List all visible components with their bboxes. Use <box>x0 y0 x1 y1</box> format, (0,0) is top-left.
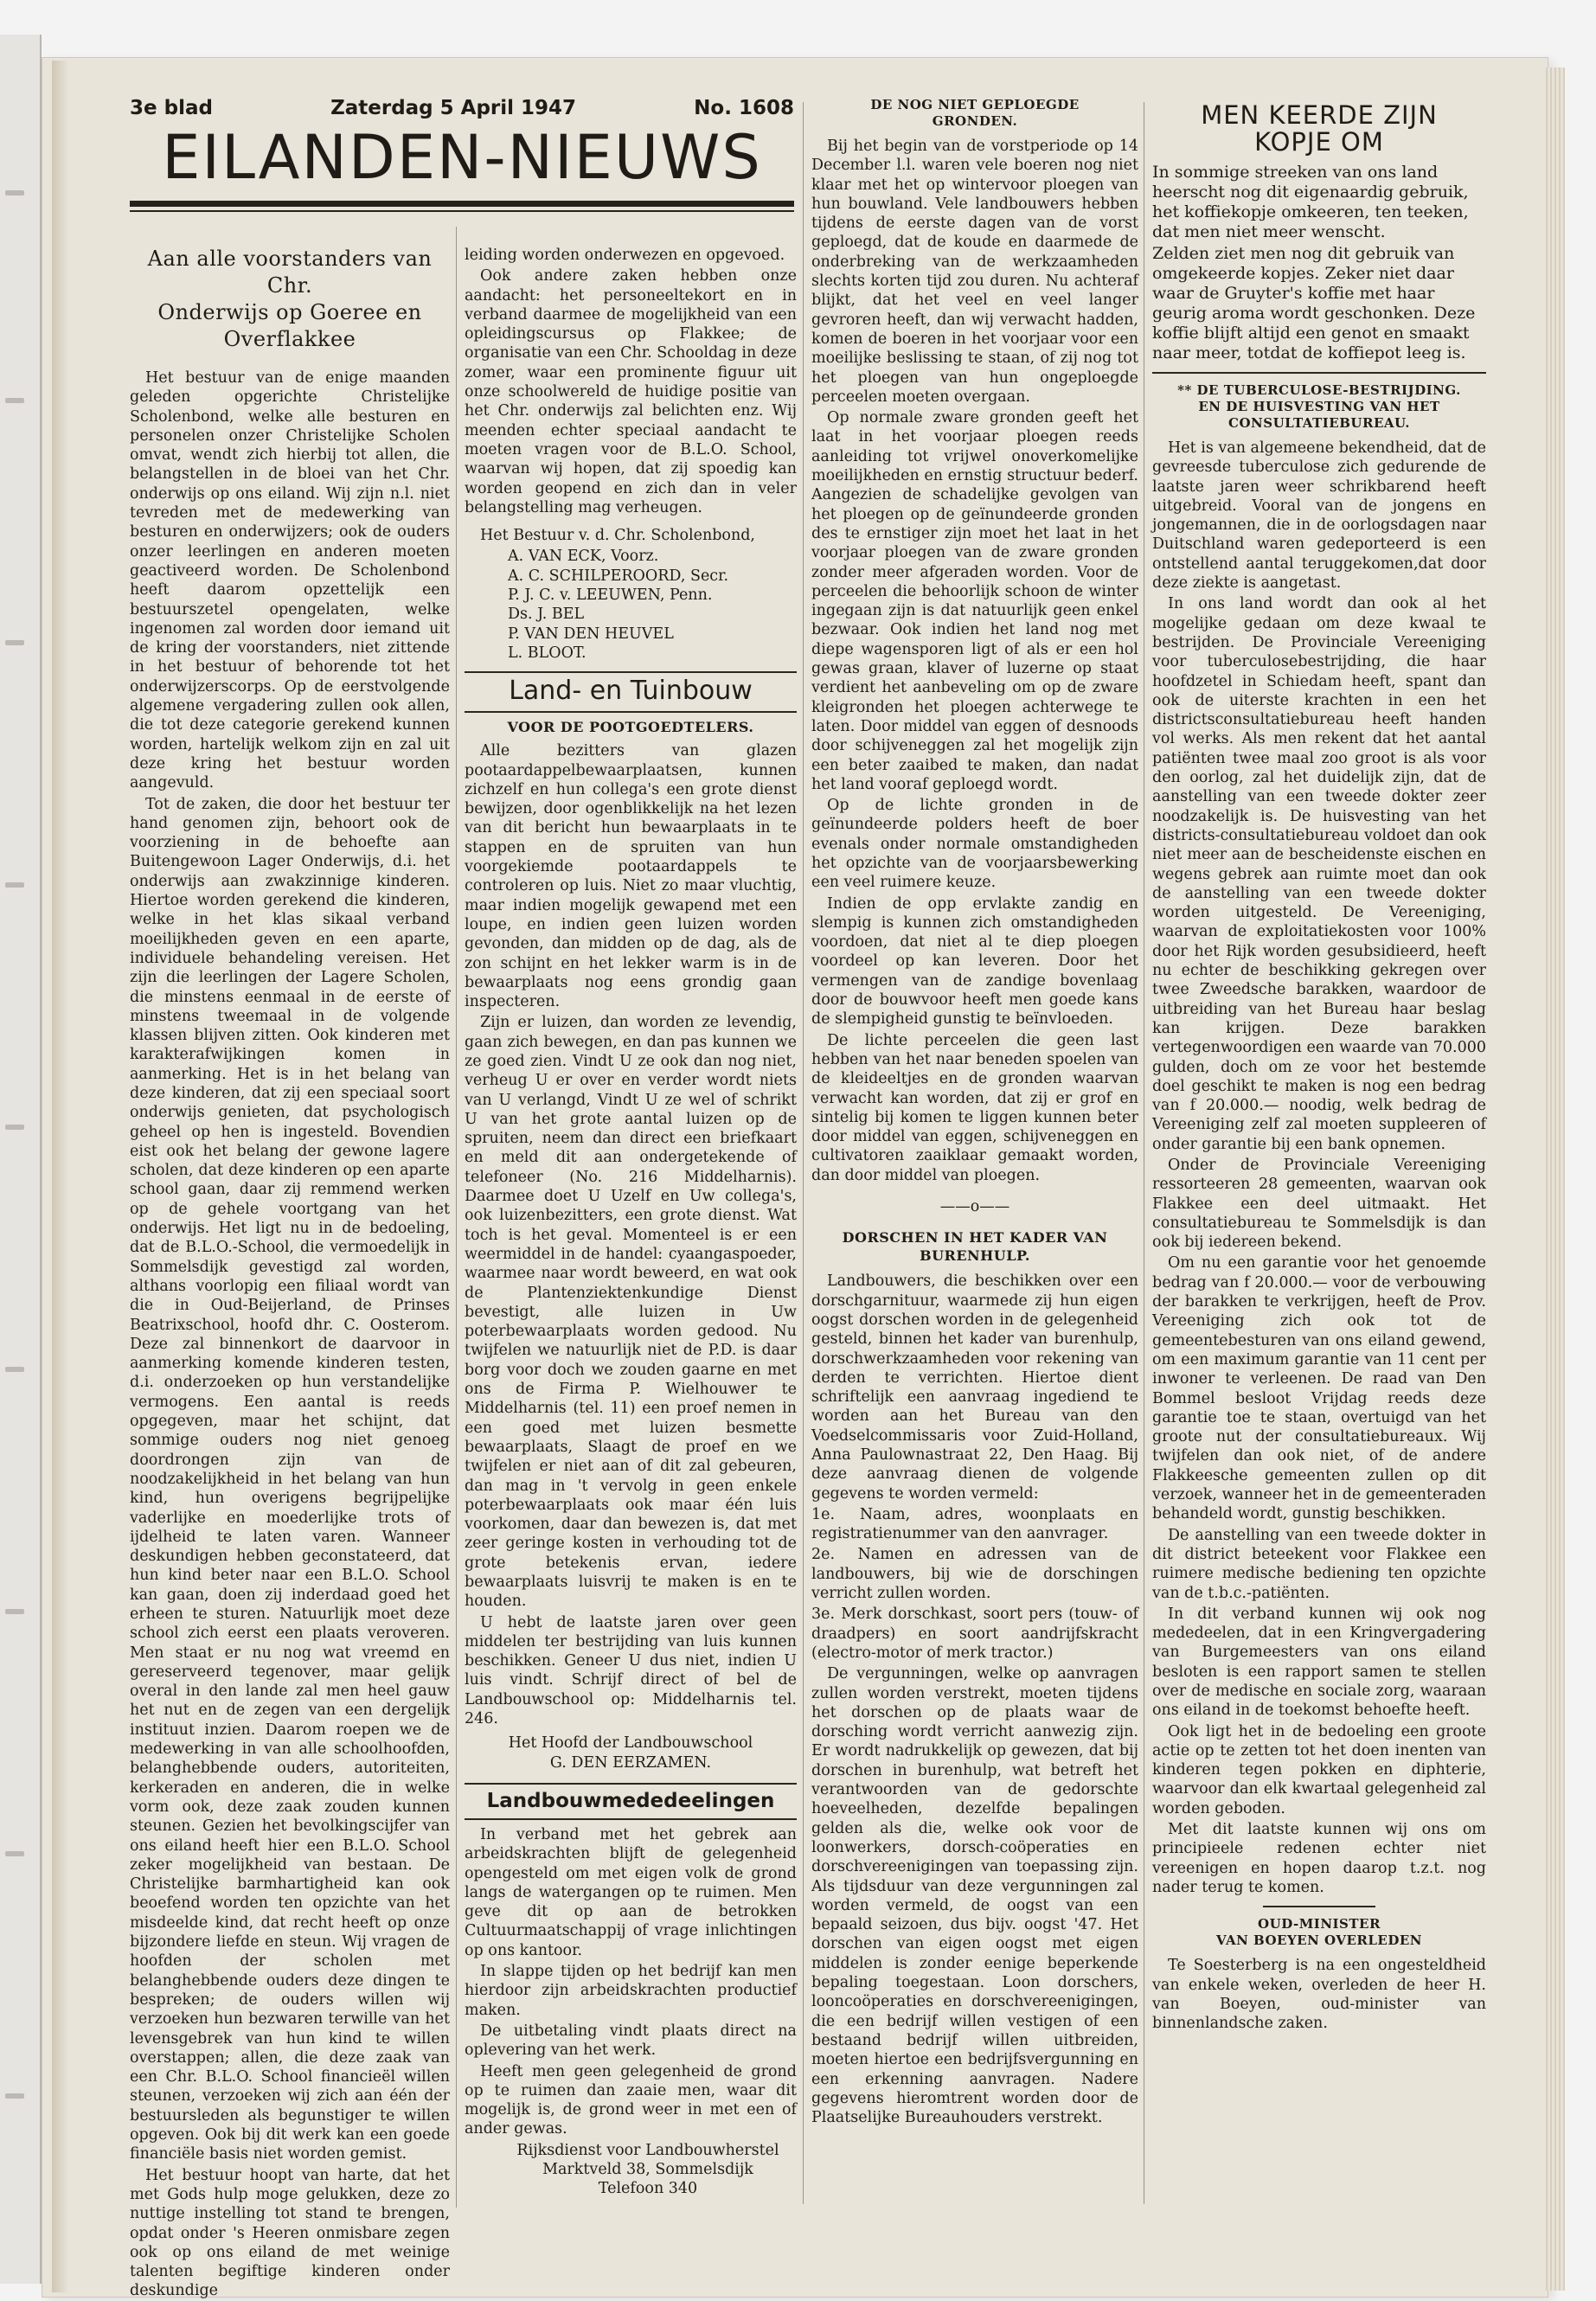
signature: A. VAN ECK, Voorz. <box>508 548 659 566</box>
article-paragraph: Op normale zware gronden geeft het laat in het voorjaar ploegen reeds aanleiding tot vrijwel onoverkomelijke moeilijkheden en ernstig structuur bederf. Aangezien de schadelijke gevolgen van het ploegen op de geïnundeerde gronden des te ernstiger zijn moet het laat in het voorjaar ploegen van de zware gronden zonder meer afgeraden worden. Voor de perceelen die behoorlijk schoon de winter ingegaan zijn is dat natuurlijk geen enkel bezwaar. Ook indien het land nog met diepe wagensporen ligt of als er een hol gewas graan, klaver of luzerne op staat verdient het aanbeveling om op de zware kleigronden het ploegen achterwege te laten. Door middel van eggen of desnoods door schijveneggen zal het mogelijk zijn een beter zaaibed te maken, dan nadat het land vooraf geploegd wordt. <box>811 409 1138 793</box>
article-paragraph: Bij het begin van de vorstperiode op 14 December l.l. waren vele boeren nog niet klaar met het op wintervoor ploegen van hun bouwland. Vele landbouwers hebben tijdens de eerste dagen van de vorst geploegd, dat de koude en daarmede de onderbreking van de werkzaamheden slechts korten tijd zou duren. Nu achteraf blijkt, dat het veel en veel langer gevroren heeft, dan wij verwacht hadden, komen de boeren in het voorjaar voor een moeilijke beslissing te staan, of zij nog tot het ploegen van hun ongeploegde perceelen moeten overgaan. <box>811 138 1138 406</box>
column-divider <box>803 102 804 2204</box>
advertisement-text: Zelden ziet men nog dit gebruik van omgekeerde kopjes. Zeker niet daar waar de Gruyter's koffie met haar geurig aroma wordt geschonken. Deze koffie blijft altijd een genot en smaakt naar meer, totdat de koffiepot leeg is. <box>1152 244 1476 362</box>
masthead-rule <box>130 201 794 207</box>
signature: P. J. C. v. LEEUWEN, Penn. <box>508 586 713 605</box>
article-signature <box>465 2141 797 2199</box>
advertisement-text: In sommige streeken van ons land heerscht nog dit eigenaardig gebruik, het koffiekopje omkeeren, ten teeken, dat men niet meer wenscht. <box>1152 163 1469 241</box>
headline-line: Onderwijs op Goeree en <box>157 300 422 324</box>
article-paragraph: In ons land wordt dan ook al het mogelijke gedaan om deze kwaal te bestrijden. De Provinciale Vereeniging voor tuberculosebestrijding, die haar hoofdzetel in Schiedam heeft, spant dan ook de uiterste krachten in een het districtsconsultatiebureau heeft handen vol werks. Als men rekent dat het aantal patiënten twee maal zoo groot is als voor den oorlog, zal het duidelijk zijn, dat de aanstelling van een tweede dokter zeer noodzakelijk is. De huisvesting van het districts-consultatiebureau voldoet dan ook niet meer aan de bescheidenste eischen en wegens gebrek aan ruimte moet dan ook de aanstelling van een tweede dokter worden uitgesteld. De Vereeniging, waarvan de exploitatiekosten voor 100% door het Rijk worden gesubsidieerd, heeft nu echter de beschikking gekregen over twee Zweedsche barakken, waardoor de uitbreiding van het Bureau haar beslag kan krijgen. Deze barakken vertegenwoordigen een waarde van 70.000 gulden, doch om ze voor het bestemde doel geschikt te maken is nog een bedrag van f 20.000.— noodig, welk bedrag de Vereeniging zelf zal moeten suppleeren of onder garantie bij een bank opnemen. <box>1152 595 1486 1153</box>
signature-line: Telefoon 340 <box>598 2180 698 2198</box>
article-paragraph: In verband met het gebrek aan arbeidskrachten blijft de gelegenheid opengesteld om met eigen volk de grond langs de watergangen op te ruimen. Men geve dit op aan de betrokken Cultuurmaatschappij of vrage inlichtingen op ons kantoor. <box>465 1825 797 1959</box>
article-paragraph: Heeft men geen gelegenheid de grond op te ruimen dan zaaie men, waar dit mogelijk is, de grond weer in met een of ander gewas. <box>465 2062 797 2138</box>
column-1 <box>130 246 450 2301</box>
signature: P. VAN DEN HEUVEL <box>508 625 674 643</box>
list-item: 2e. Namen en adressen van de landbouwers, bij wie de dorschingen verricht zullen worden. <box>811 1546 1138 1603</box>
list-item: 1e. Naam, adres, woonplaats en registratienummer van den aanvrager. <box>811 1505 1138 1543</box>
signature-title: Het Bestuur v. d. Chr. Scholenbond, <box>480 527 755 545</box>
article-paragraph: leiding worden onderwezen en opgevoed. <box>465 247 785 264</box>
article-paragraph: Te Soesterberg is na een ongesteldheid van enkele weken, overleden de heer H. van Boeyen, oud-minister van binnenlandsche zaken. <box>1152 1957 1486 2033</box>
article-paragraph: Het bestuur hoopt van harte, dat het met Gods hulp moge gelukken, deze zo nuttige instelling tot stand te brengen, opdat onder 's Heeren onmisbare zegen ook op ons eiland de met weinige talenten begiftige kinderen onder deskundige <box>130 2166 450 2300</box>
article-title <box>811 1228 1138 1265</box>
advertisement-title <box>1152 102 1486 156</box>
article-paragraph: Alle bezitters van glazen pootaardappelbewaarplaatsen, kunnen zichzelf en hun collega's een grote dienst bewijzen, door ogenblikkelijk na het lezen van dit bericht hun bewaarplaats in te stappen en de spruiten van hun voorgekiemde pootaardappels te controleren op luis. Niet zo maar vluchtig, maar indien mogelijk gewapend met een loupe, en indien geen luizen worden gevonden, dan midden op de dag, als de zon schijnt en het lekker warm is in de bewaarplaats nog eens grondig gaan inspecteren. <box>465 742 797 1011</box>
article-paragraph: Ook ligt het in de bedoeling een groote actie op te zetten tot het doen inenten van kinderen tegen pokken en diphterie, waarvoor dan elk kwartaal gelegenheid zal worden geboden. <box>1152 1722 1486 1817</box>
signature-list <box>465 547 797 663</box>
article-paragraph: U hebt de laatste jaren over geen middelen ter bestrijding van luis kunnen beschikken. Geneer U dus niet, indien U luis vindt. Schrijf direct of bel de Landbouwschool op: Middelharnis tel. 246. <box>465 1613 797 1728</box>
list-item: 3e. Merk dorschkast, soort pers (touw- of draadpers) en soort aandrijfskracht (electro-motor of merk tractor.) <box>811 1606 1138 1662</box>
headline-line: Aan alle voorstanders van Chr. <box>147 247 433 298</box>
signature-line: Marktveld 38, Sommelsdijk <box>542 2161 753 2179</box>
article-paragraph: De uitbetaling vindt plaats direct na oplevering van het werk. <box>465 2022 797 2060</box>
article-paragraph: In dit verband kunnen wij ook nog mededeelen, dat in een Kringvergadering van Burgemeesters van ons eiland besloten is een rapport samen te stellen over de medische en sociale zorg, waaraan ons eiland in de toekomst behoefte heeft. <box>1152 1605 1486 1720</box>
title-line: GRONDEN. <box>932 113 1018 129</box>
article-title <box>811 97 1138 130</box>
article-paragraph: De lichte perceelen die geen last hebben van het naar beneden spoelen van de kleideeltjes en de gronden waarvan verwacht kan worden, dat zij er grof en sintelig bij komen te liggen kunnen beter door middel van eggen, schijveneggen en cultivatoren zaaiklaar gemaakt worden, dan door middel van ploegen. <box>811 1031 1138 1184</box>
column-3 <box>811 97 1138 2129</box>
article-paragraph: In slappe tijden op het bedrijf kan men hierdoor zijn arbeidskrachten productief maken. <box>465 1963 797 2019</box>
title-line: MEN KEERDE ZIJN <box>1201 100 1438 130</box>
article-paragraph: Tot de zaken, die door het bestuur ter hand genomen zijn, behoort ook de voorziening in de behoefte aan Buitengewoon Lager Onderwijs, d.i. het onderwijs aan zwakzinnige kinderen. Hiertoe worden gerekend die kinderen, welke in het klas sikaal verband moeilijkheden geven en een aparte, individuele behandeling vereisen. Het zijn die leerlingen der Lagere Scholen, die minstens eenmaal in de eerste of minstens tweemaal in de volgende klassen blijven zitten. Ook kinderen met karakterafwijkingen komen in aanmerking. Het is in het belang van deze kinderen, dat zij een speciaal soort onderwijs genieten, dat psychologisch geheel op hen is ingesteld. Bovendien eist ook het belang der gewone lagere scholen, dat deze kinderen op een aparte school gaan, daar zij remmend werken op de gehele voortgang van het onderwijs. Het ligt nu in de bedoeling, dat de B.L.O.-School, die vermoedelijk in Sommelsdijk gevestigd zal worden, althans voorlopig een filiaal wordt van die in Oud-Beijerland, de Prinses Beatrixschool, hoofd dhr. C. Oosterom. Deze zal binnenkort de daarvoor in aanmerking komende kinderen testen, d.i. onderzoeken op hun verstandelijke vermogens. Een aantal is reeds opgegeven, maar het schijnt, dat sommige ouders nog niet genoeg doordrongen zijn van de noodzakelijkheid in het belang van hun kind, hun overigens begrijpelijke vaderlijke en moederlijke trots of ijdelheid te laten varen. Wanneer deskundigen hebben geconstateerd, dat hun kind beter naar een B.L.O. School kan gaan, doen zij inderdaad goed het erheen te sturen. Natuurlijk moet deze school zich eerst een plaats veroveren. Men staat er nu nog wat vreemd en gereserveerd tegenover, maar gelijk overal in den lande zal men heel gauw het nut en de zegen van een dergelijk instituut inzien. Daarom roepen we de medewerking in van alle schoolhoofden, belanghebbende ouders, autoriteiten, kerkeraden en anderen, die in welke vorm ook, deze zaak zouden kunnen steunen. Gezien het bevolkingscijfer van ons eiland heeft hier een B.L.O. School zeker mogelijkheid van bestaan. De Christelijke barmhartigheid kan ook beoefend worden ten opzichte van het misdeelde kind, dat recht heeft op onze bijzondere liefde en steun. Wij vragen de hoofden der scholen met belanghebbende ouders deze dingen te bespreken; de ouders willen wij verzoeken hun bezwaren terwille van het levensgebrek van hun kind te willen overstappen; allen, die deze zaak van een Chr. B.L.O. School financieël willen steunen, verzoeken wij zich aan één der bestuursleden als begunstiger te willen opgeven. Ook bij dit werk kan een goede financiële basis niet worden gemist. <box>130 795 450 2163</box>
column-2 <box>465 246 797 2199</box>
title-line: BURENHULP. <box>920 1247 1030 1265</box>
section-header: Land- en Tuinbouw <box>465 671 797 713</box>
issue-number: No. 1608 <box>694 97 794 119</box>
article-paragraph: Indien de opp ervlakte zandig en slempig is kunnen zich omstandigheden voordoen, dat niet al te diep ploegen voordeel op kan leveren. Door het vermengen van de zandige bovenlaag door de bouwvoor heeft men goede kans de slempigheid gunstig te beïnvloeden. <box>811 894 1138 1029</box>
short-rule <box>1263 1906 1375 1907</box>
column-divider <box>456 227 457 2208</box>
page-edges <box>1546 67 1565 2291</box>
signature: A. C. SCHILPEROORD, Secr. <box>508 567 729 585</box>
title-line: CONSULTATIEBUREAU. <box>1228 415 1410 431</box>
signature: Ds. J. BEL <box>508 606 585 624</box>
separator: ——o—— <box>939 1198 1010 1216</box>
article-paragraph: Om nu een garantie voor het genoemde bedrag van f 20.000.— voor de verbouwing der barakken te verkrijgen, heeft de Prov. Vereeniging zich ook tot de gemeentebesturen van ons eiland gewend, om een maximum garantie van 11 cent per inwoner te verleenen. De raad van Den Bommel besloot Vrijdag reeds deze garantie toe te staan, overtuigd van het groote nut der consultatiebureaux. Wij twijfelen dan ook niet, of de andere Flakkeesche gemeenten zullen op dit verzoek, wanneer het in de gemeenteraden behandeld wordt, gunstig beschikken. <box>1152 1254 1486 1523</box>
article-paragraph: Onder de Provinciale Vereeniging ressorteeren 28 gemeenten, waarvan ook Flakkee een deel uitmaakt. Het consultatiebureau te Sommelsdijk is dan ook bij iedereen bekend. <box>1152 1156 1486 1252</box>
title-line: DORSCHEN IN HET KADER VAN <box>842 1229 1108 1247</box>
article-paragraph: Zijn er luizen, dan worden ze levendig, gaan zich bewegen, en dan pas kunnen we ze goed zien. Vindt U ze ook dan nog niet, verheug U er over en verder wordt niets van U verlangd, Vindt U ze wel of schrikt U van het grote aantal luizen op de spruiten, neem dan direct een briefkaart en meld dit aan ondergetekende of telefoneer (No. 216 Middelharnis). Daarmee doet U Uzelf en Uw collega's, ook luizenbezitters, een grote dienst. Wat toch is het geval. Momenteel is er een weermiddel in de handel: cyaangaspoeder, waarmee naar wordt beweerd, en wat ook de Plantenziektenkundige Dienst bevestigt, alle luizen in Uw poterbewaarplaats worden gedood. Nu twijfelen we natuurlijk niet de P.D. is daar borg voor doch we zouden gaarne en met ons de Firma P. Wielhouwer te Middelharnis (tel. 11) een proef nemen in een goed met luizen besmette bewaarplaats, Slaagt de proef en we twijfelen er niet aan of dit zal gebeuren, dan mag in 't vervolg in geen enkele poterbewaarplaats ook maar één luis voorkomen, daar dan bewezen is, dat met zeer geringe kosten in verhouding tot de grote betekenis ervan, iedere bewaarplaats luisvrij te maken is en te houden. <box>465 1014 797 1611</box>
article-title <box>1152 382 1486 432</box>
article-title: VOOR DE POOTGOEDTELERS. <box>507 719 754 736</box>
section-header: Landbouwmededeelingen <box>465 1783 797 1820</box>
article-signature <box>465 1734 797 1772</box>
page-number: 3e blad <box>130 97 213 119</box>
article-paragraph: De vergunningen, welke op aanvragen zullen worden verstrekt, moeten tijdens het dorschen op de plaats waar de dorsching wordt verricht aanwezig zijn. Er wordt nadrukkelijk op gewezen, dat bij dorschen in burenhulp, wat betreft het verantwoorden van de gedorschte hoeveelheden, dezelfde bepalingen gelden als die, welke ook voor de loonwerkers, dorsch-coöperaties en dorschvereenigingen van toepassing zijn. Als tijdsduur van deze vergunningen zal worden vermeld, de oogst van een bepaald seizoen, dus bijv. oogst '47. Het dorschen van eigen oogst met eigen middelen is zonder eenige beperkende bepaling toegestaan. Loon dorschers, looncoöperaties en dorschvereenigingen, die een bedrijf willen vestigen of een bestaand bedrijf willen uitbreiden, moeten hiertoe een bedrijfsvergunning en een erkenning aanvragen. Nadere gegevens hieromtrent worden door de Plaatselijke Bureauhouders verstrekt. <box>811 1665 1138 2127</box>
signature-line: Rijksdienst voor Landbouwherstel <box>516 2141 779 2159</box>
title-line: DE NOG NIET GEPLOEGDE <box>870 97 1080 112</box>
spine-shadow <box>52 61 69 2292</box>
title-line: KOPJE OM <box>1254 127 1384 157</box>
article-paragraph: Het bestuur van de enige maanden geleden opgerichte Christelijke Scholenbond, welke alle besturen en personelen onzer Christelijke Scholen omvat, wendt zich hierbij tot allen, die belangstellen in de bloei van het Chr. onderwijs op ons eiland. Wij zijn n.l. niet tevreden met de medewerking van besturen en onderwijzers; ook de ouders onzer leerlingen en anderen moeten geactiveerd worden. De Scholenbond heeft daarom opzettelijk een bestuurszetel opengelaten, welke ingenomen zal worden door iemand uit de kring der voorstanders, niet zittende in het bestuur of behorende tot het onderwijzerscorps. Op de eerstvolgende algemene vergadering zullen ook allen, die tot deze categorie gerekend kunnen worden, hartelijk welkom zijn en zal uit deze kring het bestuur worden aangevuld. <box>130 369 450 792</box>
article-title <box>1152 1916 1486 1949</box>
title-line: OUD-MINISTER <box>1258 1916 1381 1932</box>
article-paragraph: De aanstelling van een tweede dokter in dit district beteekent voor Flakkee een ruimere medische bediening ten opzichte van de t.b.c.-patiënten. <box>1152 1526 1486 1602</box>
title-line: EN DE HUISVESTING VAN HET <box>1198 399 1440 414</box>
signature-line: Het Hoofd der Landbouwschool <box>508 1734 753 1753</box>
newspaper-title: EILANDEN-NIEUWS <box>162 122 762 193</box>
masthead-rule-thin <box>130 210 794 212</box>
article-paragraph: Op de lichte gronden in de geïnundeerde polders heeft de boer evenals onder normale omstandigheden het opzichte van de voorjaarsbewerking een veel ruimere keuze. <box>811 797 1138 892</box>
signature-line: G. DEN EERZAMEN. <box>549 1753 712 1772</box>
title-line: VAN BOEYEN OVERLEDEN <box>1215 1932 1423 1949</box>
masthead-meta <box>130 97 794 119</box>
signature: L. BLOOT. <box>508 644 586 662</box>
box-rule <box>1152 372 1486 374</box>
article-paragraph: Ook andere zaken hebben onze aandacht: het personeeltekort en in verband daarmee de mogelijkheid van een opleidingscursus op Flakkee; de organisatie van een Chr. Schooldag in deze zomer, waar een prominente figuur uit onze schoolwereld de huidige positie van het Chr. onderwijs zal belichten enz. Wij meenden echter speciaal aandacht te moeten vragen voor de B.L.O. School, waarvan wij hopen, dat zij spoedig kan worden geopend en zich dan in veler belangstelling mag verheugen. <box>465 267 797 516</box>
column-4 <box>1152 102 1486 2035</box>
binder-strip <box>0 35 42 2284</box>
title-line: ** DE TUBERCULOSE-BESTRIJDING. <box>1177 382 1461 398</box>
article-paragraph: Met dit laatste kunnen wij ons om principieele redenen echter niet vereenigen en hopen daarop t.z.t. nog nader terug te komen. <box>1152 1821 1486 1896</box>
article-paragraph: Landbouwers, die beschikken over een dorschgarnituur, waarmede zij hun eigen oogst dorschen worden in de gelegenheid gesteld, binnen het kader van burenhulp, dorschwerkzaamheden voor rekening van derden te verrichten. Hiertoe dient schriftelijk een aanvraag ingediend te worden aan het Bureau van den Voedselcommissaris voor Zuid-Holland, Anna Paulownastraat 22, Den Haag. Bij deze aanvraag dienen de volgende gegevens te worden vermeld: <box>811 1272 1138 1503</box>
article-paragraph: Het is van algemeene bekendheid, dat de gevreesde tuberculose zich gedurende de laatste jaren weer schrikbarend heeft uitgebreid. Vooral van de jongens en jongemannen, die in de oorlogsdagen naar Duitschland waren gedeporteerd is een ontstellend aantal teruggekomen,dat door deze ziekte is aangetast. <box>1152 439 1486 593</box>
headline-line: Overflakkee <box>223 327 356 351</box>
issue-date: Zaterdag 5 April 1947 <box>330 97 577 119</box>
headline <box>130 246 450 353</box>
